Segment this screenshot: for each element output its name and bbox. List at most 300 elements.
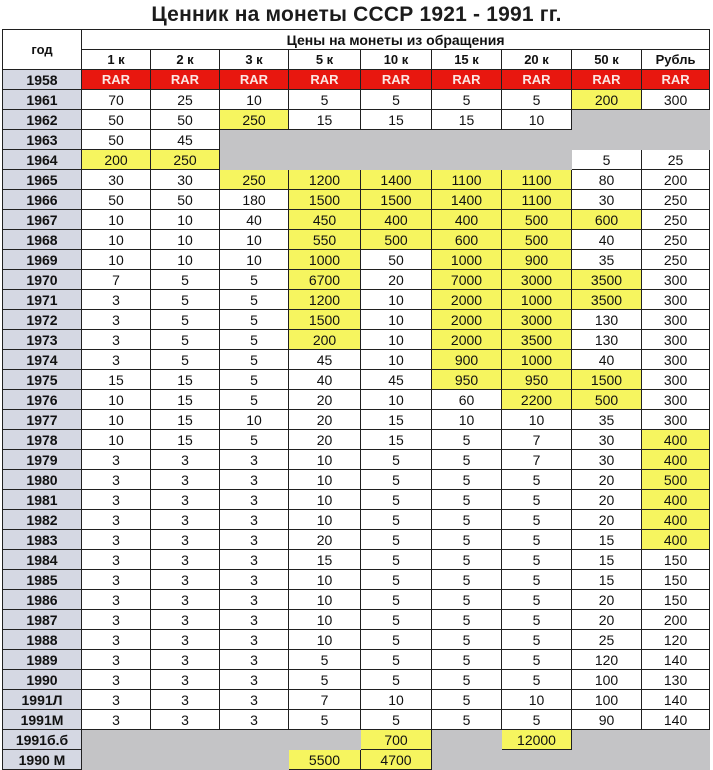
price-cell: 70	[82, 90, 151, 110]
rar-cell: RAR	[151, 70, 220, 90]
year-cell: 1980	[3, 470, 82, 490]
price-cell: 5	[220, 390, 289, 410]
price-cell: 1000	[502, 350, 572, 370]
price-cell: 15	[151, 410, 220, 430]
price-cell: 5	[361, 670, 432, 690]
price-cell: 5	[361, 510, 432, 530]
price-cell: 5	[432, 470, 502, 490]
rar-cell: RAR	[432, 70, 502, 90]
year-cell: 1970	[3, 270, 82, 290]
price-cell: 3500	[502, 330, 572, 350]
price-cell: 10	[361, 690, 432, 710]
year-cell: 1965	[3, 170, 82, 190]
price-cell: 60	[432, 390, 502, 410]
price-cell: 10	[289, 510, 361, 530]
price-cell: 5	[432, 510, 502, 530]
price-cell: 1500	[572, 370, 642, 390]
year-cell: 1964	[3, 150, 82, 170]
price-cell: 250	[642, 190, 710, 210]
price-cell: 80	[572, 170, 642, 190]
header-row-denominations	[3, 50, 710, 70]
price-cell: 15	[289, 550, 361, 570]
price-cell: 600	[432, 230, 502, 250]
denomination-header: 2 к	[151, 50, 220, 70]
empty-cell	[572, 750, 642, 770]
year-cell: 1985	[3, 570, 82, 590]
price-cell: 1500	[289, 190, 361, 210]
price-cell: 3	[220, 690, 289, 710]
price-cell: 1400	[432, 190, 502, 210]
price-cell: 250	[642, 230, 710, 250]
price-cell: 20	[289, 530, 361, 550]
table-row	[3, 150, 710, 170]
price-cell: 5	[361, 610, 432, 630]
price-cell: 20	[572, 510, 642, 530]
empty-cell	[572, 110, 642, 130]
price-cell: 100	[572, 670, 642, 690]
price-cell: 300	[642, 390, 710, 410]
price-cell: 5	[361, 90, 432, 110]
price-cell: 3	[82, 290, 151, 310]
price-cell: 5	[361, 530, 432, 550]
rar-cell: RAR	[361, 70, 432, 90]
price-cell: 90	[572, 710, 642, 730]
price-cell: 3	[151, 710, 220, 730]
price-cell: 5	[502, 570, 572, 590]
price-cell: 40	[289, 370, 361, 390]
price-cell: 300	[642, 270, 710, 290]
price-cell: 35	[572, 250, 642, 270]
table-row	[3, 130, 710, 150]
price-cell: 3	[220, 670, 289, 690]
rar-cell: RAR	[642, 70, 710, 90]
price-cell: 3	[220, 510, 289, 530]
rar-cell: RAR	[289, 70, 361, 90]
price-cell: 10	[361, 290, 432, 310]
price-cell: 5	[502, 530, 572, 550]
table-row	[3, 310, 710, 330]
year-cell: 1978	[3, 430, 82, 450]
empty-cell	[220, 130, 289, 150]
price-cell: 3	[151, 690, 220, 710]
denomination-header: 15 к	[432, 50, 502, 70]
year-cell: 1968	[3, 230, 82, 250]
table-row	[3, 290, 710, 310]
price-cell: 20	[572, 470, 642, 490]
price-cell: 3	[151, 570, 220, 590]
price-cell: 5	[502, 90, 572, 110]
price-cell: 300	[642, 90, 710, 110]
empty-cell	[642, 730, 710, 750]
prices-group-header: Цены на монеты из обращения	[82, 30, 710, 50]
price-cell: 30	[151, 170, 220, 190]
price-cell: 550	[289, 230, 361, 250]
price-cell: 3	[151, 670, 220, 690]
price-cell: 5	[151, 350, 220, 370]
empty-cell	[432, 750, 502, 770]
price-cell: 50	[82, 190, 151, 210]
empty-cell	[572, 730, 642, 750]
price-cell: 1200	[289, 290, 361, 310]
year-cell: 1982	[3, 510, 82, 530]
year-cell: 1990	[3, 670, 82, 690]
price-cell: 50	[151, 110, 220, 130]
price-cell: 20	[572, 610, 642, 630]
price-cell: 200	[289, 330, 361, 350]
price-cell: 40	[572, 350, 642, 370]
table-row	[3, 90, 710, 110]
price-cell: 5	[289, 670, 361, 690]
price-cell: 500	[502, 230, 572, 250]
table-row	[3, 210, 710, 230]
price-cell: 5	[432, 530, 502, 550]
empty-cell	[361, 150, 432, 170]
price-cell: 3	[82, 650, 151, 670]
price-cell: 5	[289, 650, 361, 670]
table-row	[3, 330, 710, 350]
price-cell: 3	[220, 570, 289, 590]
price-cell: 3	[82, 330, 151, 350]
price-cell: 500	[572, 390, 642, 410]
price-cell: 200	[82, 150, 151, 170]
year-cell: 1958	[3, 70, 82, 90]
year-cell: 1972	[3, 310, 82, 330]
year-cell: 1967	[3, 210, 82, 230]
year-cell: 1991б.б	[3, 730, 82, 750]
price-cell: 5	[432, 490, 502, 510]
price-cell: 450	[289, 210, 361, 230]
empty-cell	[289, 130, 361, 150]
price-cell: 3500	[572, 290, 642, 310]
empty-cell	[502, 130, 572, 150]
price-cell: 500	[502, 210, 572, 230]
year-cell: 1991Л	[3, 690, 82, 710]
price-cell: 3	[151, 450, 220, 470]
price-cell: 3	[151, 590, 220, 610]
price-cell: 100	[572, 690, 642, 710]
empty-cell	[82, 750, 151, 770]
price-cell: 5	[361, 490, 432, 510]
price-cell: 45	[289, 350, 361, 370]
price-cell: 5	[502, 710, 572, 730]
empty-cell	[642, 110, 710, 130]
price-cell: 5	[151, 330, 220, 350]
year-cell: 1989	[3, 650, 82, 670]
year-cell: 1966	[3, 190, 82, 210]
price-cell: 10	[502, 410, 572, 430]
price-cell: 15	[572, 570, 642, 590]
price-cell: 5500	[289, 750, 361, 770]
price-cell: 5	[361, 550, 432, 570]
price-cell: 3	[82, 710, 151, 730]
price-cell: 3	[220, 450, 289, 470]
table-row	[3, 370, 710, 390]
year-cell: 1962	[3, 110, 82, 130]
price-cell: 45	[361, 370, 432, 390]
year-cell: 1991М	[3, 710, 82, 730]
denomination-header: 1 к	[82, 50, 151, 70]
price-cell: 10	[82, 410, 151, 430]
price-cell: 200	[642, 170, 710, 190]
price-cell: 5	[151, 290, 220, 310]
price-cell: 10	[82, 250, 151, 270]
price-cell: 7	[502, 430, 572, 450]
price-cell: 50	[361, 250, 432, 270]
price-cell: 30	[572, 450, 642, 470]
price-cell: 10	[289, 630, 361, 650]
year-cell: 1988	[3, 630, 82, 650]
price-cell: 10	[289, 490, 361, 510]
price-cell: 5	[220, 430, 289, 450]
price-cell: 1000	[289, 250, 361, 270]
table-row	[3, 730, 710, 750]
year-cell: 1971	[3, 290, 82, 310]
price-cell: 300	[642, 330, 710, 350]
price-cell: 200	[642, 610, 710, 630]
year-cell: 1975	[3, 370, 82, 390]
price-cell: 35	[572, 410, 642, 430]
table-row	[3, 670, 710, 690]
year-cell: 1986	[3, 590, 82, 610]
rar-cell: RAR	[220, 70, 289, 90]
price-cell: 3	[82, 670, 151, 690]
rar-cell: RAR	[572, 70, 642, 90]
denomination-header: Рубль	[642, 50, 710, 70]
price-cell: 45	[151, 130, 220, 150]
price-cell: 400	[642, 430, 710, 450]
price-cell: 25	[572, 630, 642, 650]
price-cell: 10	[82, 230, 151, 250]
price-cell: 3	[151, 550, 220, 570]
price-cell: 400	[642, 450, 710, 470]
table-row	[3, 570, 710, 590]
denomination-header: 20 к	[502, 50, 572, 70]
price-cell: 15	[361, 110, 432, 130]
price-cell: 250	[642, 210, 710, 230]
price-cell: 2000	[432, 310, 502, 330]
price-cell: 50	[151, 190, 220, 210]
price-cell: 25	[642, 150, 710, 170]
table-row	[3, 230, 710, 250]
price-cell: 3	[220, 630, 289, 650]
price-cell: 1100	[502, 170, 572, 190]
price-cell: 40	[572, 230, 642, 250]
table-row	[3, 430, 710, 450]
denomination-header: 5 к	[289, 50, 361, 70]
price-cell: 150	[642, 570, 710, 590]
rar-cell: RAR	[82, 70, 151, 90]
price-cell: 250	[642, 250, 710, 270]
price-cell: 7	[502, 450, 572, 470]
table-row	[3, 510, 710, 530]
price-cell: 1000	[432, 250, 502, 270]
price-cell: 3	[82, 610, 151, 630]
price-cell: 30	[82, 170, 151, 190]
table-row	[3, 550, 710, 570]
price-cell: 10	[220, 90, 289, 110]
price-cell: 7	[82, 270, 151, 290]
table-row	[3, 450, 710, 470]
price-cell: 15	[361, 410, 432, 430]
price-cell: 400	[642, 530, 710, 550]
price-cell: 5	[361, 630, 432, 650]
year-column-header: год	[3, 30, 82, 70]
price-cell: 400	[361, 210, 432, 230]
price-cell: 5	[220, 330, 289, 350]
price-cell: 20	[572, 490, 642, 510]
table-body	[3, 70, 710, 770]
price-cell: 10	[432, 410, 502, 430]
price-cell: 5	[502, 470, 572, 490]
empty-cell	[432, 150, 502, 170]
price-cell: 1000	[502, 290, 572, 310]
price-cell: 7	[289, 690, 361, 710]
year-cell: 1990 М	[3, 750, 82, 770]
price-cell: 5	[220, 370, 289, 390]
price-cell: 300	[642, 370, 710, 390]
price-cell: 300	[642, 310, 710, 330]
price-cell: 5	[572, 150, 642, 170]
price-cell: 3	[82, 350, 151, 370]
empty-cell	[432, 130, 502, 150]
price-cell: 12000	[502, 730, 572, 750]
table-row	[3, 490, 710, 510]
price-cell: 5	[361, 590, 432, 610]
price-cell: 10	[361, 390, 432, 410]
price-cell: 20	[289, 410, 361, 430]
table-row	[3, 750, 710, 770]
price-cell: 10	[82, 210, 151, 230]
price-cell: 3000	[502, 310, 572, 330]
price-cell: 10	[82, 430, 151, 450]
price-table	[2, 29, 710, 770]
table-row	[3, 170, 710, 190]
empty-cell	[642, 130, 710, 150]
table-row	[3, 650, 710, 670]
price-cell: 10	[361, 310, 432, 330]
price-cell: 3	[82, 450, 151, 470]
price-cell: 25	[151, 90, 220, 110]
table-row	[3, 390, 710, 410]
price-cell: 15	[432, 110, 502, 130]
price-cell: 5	[502, 670, 572, 690]
price-cell: 150	[642, 590, 710, 610]
price-cell: 2000	[432, 290, 502, 310]
price-cell: 250	[220, 110, 289, 130]
price-cell: 10	[502, 110, 572, 130]
price-cell: 900	[502, 250, 572, 270]
price-cell: 3	[220, 550, 289, 570]
price-cell: 900	[432, 350, 502, 370]
price-cell: 5	[502, 650, 572, 670]
year-cell: 1973	[3, 330, 82, 350]
price-cell: 5	[502, 510, 572, 530]
price-cell: 3	[82, 570, 151, 590]
price-cell: 1100	[502, 190, 572, 210]
table-row	[3, 190, 710, 210]
price-cell: 3	[82, 510, 151, 530]
empty-cell	[220, 150, 289, 170]
price-cell: 5	[432, 630, 502, 650]
price-cell: 5	[220, 350, 289, 370]
price-cell: 950	[432, 370, 502, 390]
price-cell: 3	[82, 690, 151, 710]
price-cell: 10	[151, 250, 220, 270]
empty-cell	[289, 150, 361, 170]
price-cell: 15	[572, 530, 642, 550]
price-cell: 250	[151, 150, 220, 170]
price-cell: 10	[220, 410, 289, 430]
price-cell: 3	[82, 530, 151, 550]
price-cell: 5	[151, 310, 220, 330]
table-row	[3, 630, 710, 650]
table-row	[3, 70, 710, 90]
price-cell: 130	[572, 310, 642, 330]
empty-cell	[289, 730, 361, 750]
price-cell: 3	[151, 630, 220, 650]
denomination-header: 10 к	[361, 50, 432, 70]
price-cell: 6700	[289, 270, 361, 290]
price-cell: 600	[572, 210, 642, 230]
table-row	[3, 110, 710, 130]
price-cell: 10	[289, 470, 361, 490]
price-cell: 500	[361, 230, 432, 250]
price-cell: 30	[572, 190, 642, 210]
price-cell: 950	[502, 370, 572, 390]
price-cell: 250	[220, 170, 289, 190]
year-cell: 1984	[3, 550, 82, 570]
price-cell: 20	[289, 390, 361, 410]
price-cell: 20	[289, 430, 361, 450]
price-cell: 10	[220, 250, 289, 270]
price-cell: 3	[151, 510, 220, 530]
price-cell: 140	[642, 710, 710, 730]
price-cell: 10	[220, 230, 289, 250]
table-row	[3, 530, 710, 550]
empty-cell	[220, 730, 289, 750]
price-cell: 10	[151, 230, 220, 250]
price-cell: 10	[289, 450, 361, 470]
price-cell: 5	[502, 550, 572, 570]
year-cell: 1963	[3, 130, 82, 150]
price-cell: 5	[432, 670, 502, 690]
price-cell: 3	[151, 470, 220, 490]
price-cell: 5	[361, 450, 432, 470]
price-cell: 180	[220, 190, 289, 210]
price-cell: 400	[642, 510, 710, 530]
price-cell: 3	[220, 610, 289, 630]
price-cell: 700	[361, 730, 432, 750]
price-cell: 300	[642, 290, 710, 310]
price-cell: 3500	[572, 270, 642, 290]
price-cell: 5	[289, 90, 361, 110]
price-cell: 3	[220, 530, 289, 550]
price-cell: 40	[220, 210, 289, 230]
price-cell: 10	[502, 690, 572, 710]
price-cell: 3	[82, 630, 151, 650]
price-cell: 15	[151, 430, 220, 450]
price-cell: 3	[220, 470, 289, 490]
price-cell: 1400	[361, 170, 432, 190]
price-cell: 3	[82, 550, 151, 570]
price-cell: 5	[502, 610, 572, 630]
price-cell: 5	[502, 590, 572, 610]
price-cell: 5	[432, 590, 502, 610]
price-cell: 1500	[361, 190, 432, 210]
price-cell: 300	[642, 410, 710, 430]
price-cell: 5	[220, 310, 289, 330]
price-cell: 15	[151, 390, 220, 410]
